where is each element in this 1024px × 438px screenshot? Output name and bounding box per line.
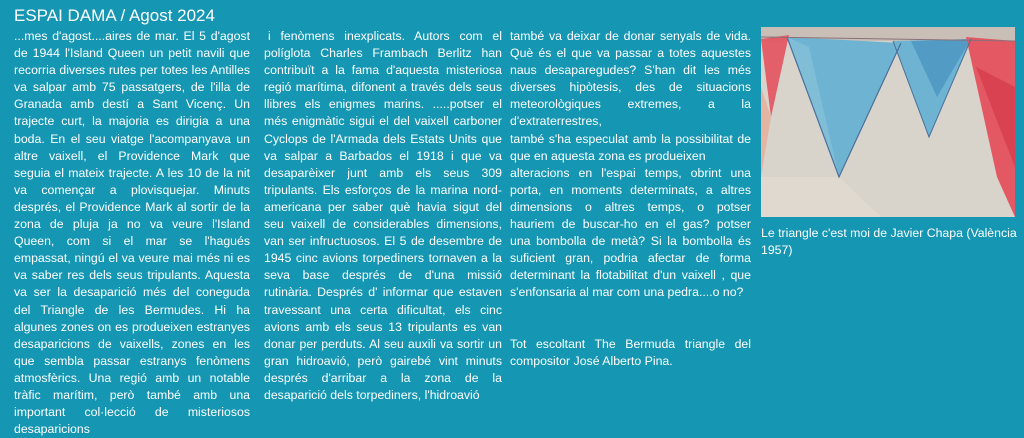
text-column-2 bbox=[264, 28, 502, 404]
text-column-3 bbox=[510, 28, 751, 370]
text-column-1 bbox=[14, 28, 250, 438]
paragraph: també s'ha especulat amb la possibilitat de que en aquesta zona es produeixen bbox=[510, 131, 751, 163]
artwork-image bbox=[761, 27, 1015, 217]
paragraph: ...mes d'agost....aires de mar. El 5 d'agost de 1944 l'Island Queen un petit navili que recorria diverses rutes per totes les Antilles va salpar amb 75 passatgers, de l'illa de Granada amb destí a Sant Vicenç. Un trajecte curt, la majoria es dirigia a una boda. En el seu viatge l'acompanyava un altre vaixell, el Providence Mark que seguia el mateix trajecte. A les 10 de la nit va començar a plovisquejar. Minuts després, el Providence Mark al sortir de la zona de pluja ja no va veure l'Island Queen, com si el mar se l'hagués empassat, ningú el va veure mai més ni es va saber res dels seus tripulants. Aquesta va ser la desaparició més del coneguda del Triangle de les Bermudes. Hi ha algunes zones on es produeixen estranyes desaparicions de vaixells, zones en les que sembla passar estranys fenòmens atmosfèrics. Una regió amb un notable tràfic marítim, però també amb una important col·lecció de misteriosos desaparicions bbox=[14, 29, 250, 437]
paragraph: alteracions en l'espai temps, obrint una porta, en moments determinats, a altres dimensions o altres temps, o potser hauriem de buscar-ho en el gas? potser una bombolla de metà? Si la bombolla és suficient gran, podria afectar de forma determinant la flotabilitat d'un vaixell , que s'enfonsaria al mar com una pedra....o no? bbox=[510, 165, 751, 300]
artwork-caption: Le triangle c'est moi de Javier Chapa (València 1957) bbox=[761, 226, 1017, 257]
triangle-painting bbox=[761, 27, 1015, 217]
paragraph: i fenòmens inexplicats. Autors com el políglota Charles Frambach Berlitz han contribuït a la fama d'aquesta misteriosa regió marítima, difonent a través dels seus llibres els enigmes marins. .....potser el més enigmàtic sigui el del vaixell carboner Cyclops de l'Armada dels Estats Units que va salpar a Barbados el 1918 i que va desaparèixer junt amb els seus 309 tripulants. Els esforços de la marina nord-americana per saber què havia sigut del seu vaixell de considerables dimensions, van ser infructuosos. El 5 de desembre de 1945 cinc avions torpediners tornaven a la seva base després de d'una missió rutinària. Després d' informar que estaven travessant una certa dificultat, els cinc avions amb els seus 13 tripulants es van donar per perduts. Al seu auxili va sortir un gran hidroavió, però gairebé vint minuts després d'arribar a la zona de la desaparició dels torpediners, l'hidroavió bbox=[264, 29, 502, 402]
paragraph: també va deixar de donar senyals de vida. Què és el que va passar a totes aquestes naus desaparegudes? S'han dit les més diverses hipòtesis, des de situacions meteorològiques extremes, a la d'extraterrestres, bbox=[510, 29, 751, 129]
page-title: ESPAI DAMA / Agost 2024 bbox=[14, 6, 215, 25]
paragraph: Tot escoltant The Bermuda triangle del compositor José Alberto Pina. bbox=[510, 336, 751, 368]
